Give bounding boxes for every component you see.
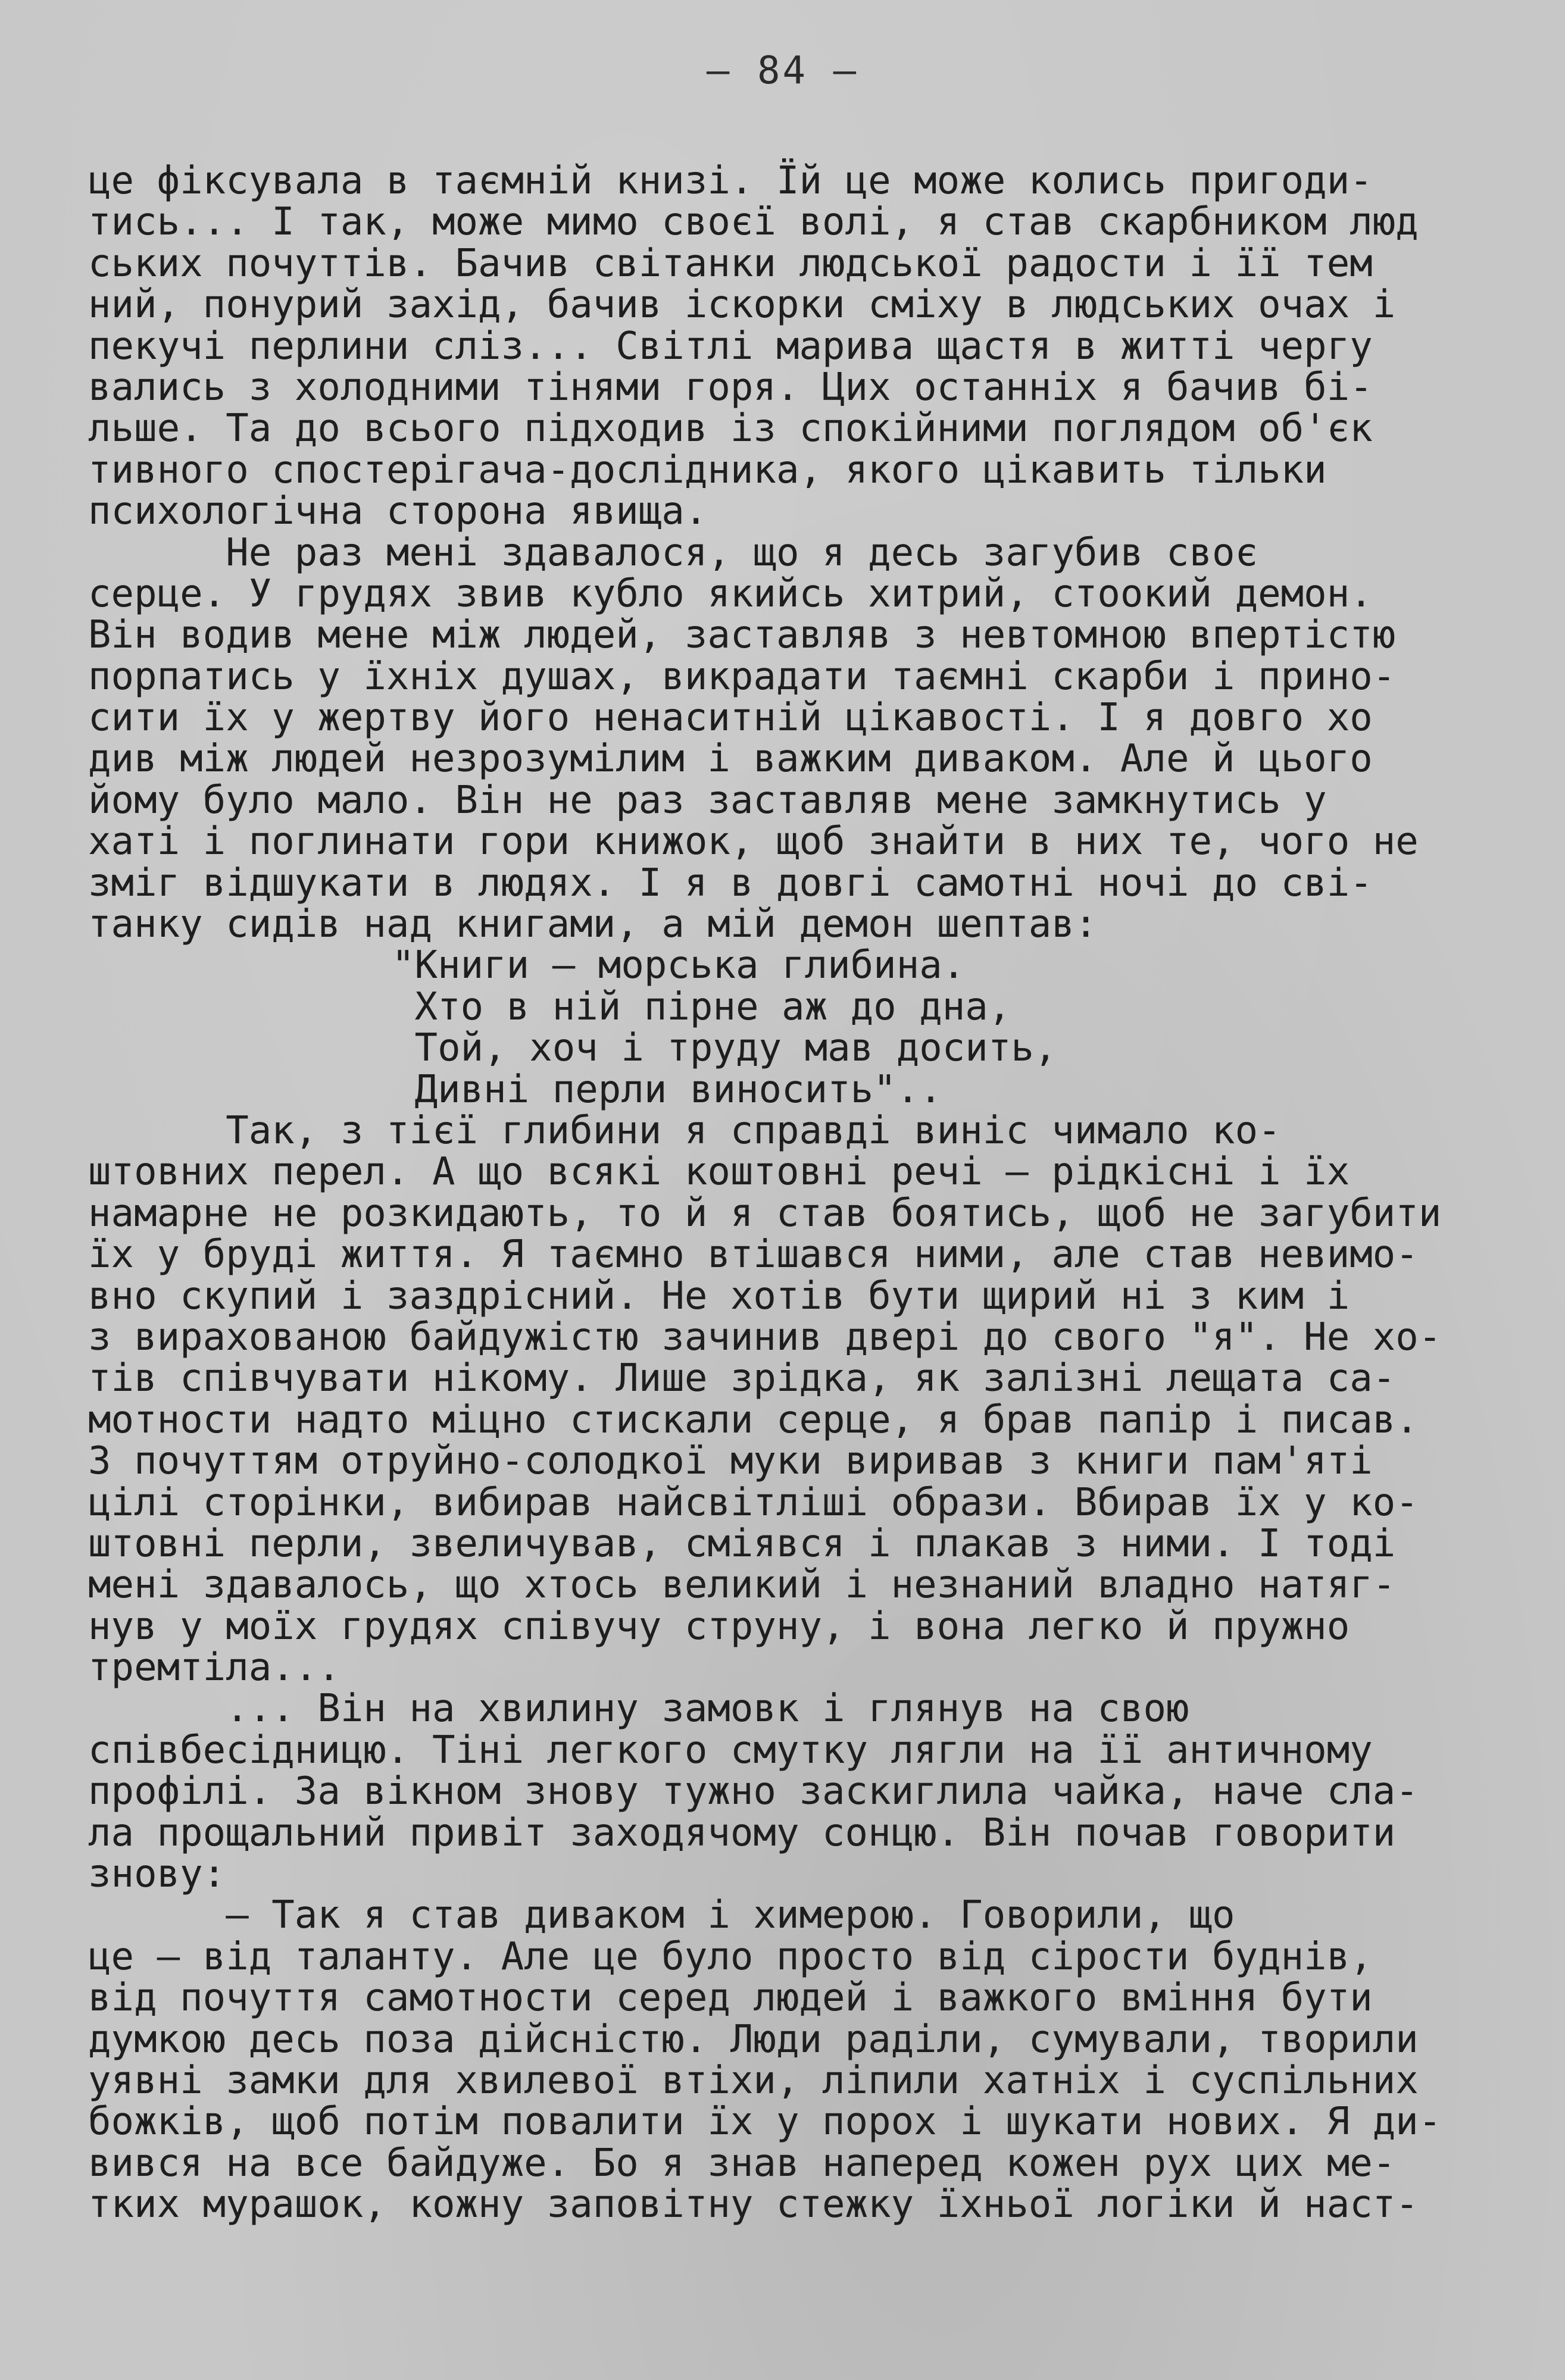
- text-line: думкою десь поза дійсністю. Люди раділи, сумували, творили: [88, 2017, 1419, 2062]
- text-line: Так, з тієї глибини я справді виніс чимало ко-: [88, 1108, 1281, 1153]
- verse-line: Той, хоч і труду мав досить,: [392, 1026, 1057, 1071]
- text-line: ... Він на хвилину замовк і глянув на свою: [88, 1687, 1189, 1731]
- text-line: мені здавалось, що хтось великий і незнаний владно натяг-: [88, 1563, 1396, 1607]
- text-line: божків, щоб потім повалити їх у порох і шукати нових. Я ди-: [88, 2100, 1442, 2144]
- text-line: психологічна сторона явища.: [88, 489, 708, 534]
- text-line: Не раз мені здавалося, що я десь загубив своє: [88, 530, 1258, 575]
- text-line: співбесідницю. Тіні легкого смутку лягли на її античному: [88, 1728, 1373, 1772]
- text-line: вались з холодними тінями горя. Цих останніх я бачив бі-: [88, 365, 1373, 409]
- text-line: З почуттям отруйно-солодкої муки виривав з книги пам'яті: [88, 1439, 1373, 1484]
- text-line: тись... І так, може мимо своєї волі, я став скарбником люд: [88, 200, 1419, 245]
- text-line: з вирахованою байдужістю зачинив двері до свого "я". Не хо-: [88, 1315, 1442, 1359]
- text-line: це – від таланту. Але це було просто від сірости буднів,: [88, 1934, 1373, 1979]
- text-line: тивного спостерігача-дослідника, якого цікавить тільки: [88, 448, 1327, 492]
- text-line: вно скупий і заздрісний. Не хотів бути щирий ні з ким і: [88, 1274, 1350, 1318]
- page-number: – 84 –: [706, 49, 859, 93]
- text-line: серце. У грудях звив кубло якийсь хитрий, стоокий демон.: [88, 571, 1373, 616]
- text-line: тких мурашок, кожну заповітну стежку їхньої логіки й наст-: [88, 2182, 1419, 2227]
- text-line: пекучі перлини сліз... Світлі марива щастя в житті чергу: [88, 324, 1373, 368]
- text-line: цілі сторінки, вибирав найсвітліші образи. Вбирав їх у ко-: [88, 1480, 1419, 1525]
- text-line: це фіксувала в таємній книзі. Їй це може колись пригоди-: [88, 159, 1373, 203]
- text-line: профілі. За вікном знову тужно заскиглила чайка, наче сла-: [88, 1769, 1419, 1814]
- text-line: хаті і поглинати гори книжок, щоб знайти в них те, чого не: [88, 820, 1419, 864]
- text-line: тів співчувати нікому. Лише зрідка, як залізні лещата са-: [88, 1356, 1396, 1401]
- text-line: їх у бруді життя. Я таємно втішався ними, але став невимо-: [88, 1233, 1419, 1277]
- verse-line: Дивні перли виносить"..: [392, 1067, 942, 1112]
- text-line: ла прощальний привіт заходячому сонцю. Він почав говорити: [88, 1810, 1396, 1855]
- verse-line: Хто в ній пірне аж до дна,: [392, 984, 1011, 1029]
- text-line: знову:: [88, 1852, 226, 1897]
- text-line: льше. Та до всього підходив із спокійними поглядом об'єк: [88, 406, 1373, 451]
- text-line: – Так я став диваком і химерою. Говорили, що: [88, 1893, 1235, 1938]
- text-line: вився на все байдуже. Бо я знав наперед кожен рух цих ме-: [88, 2141, 1396, 2185]
- text-line: сити їх у жертву його ненаситній цікавості. І я довго хо: [88, 696, 1373, 740]
- text-line: ських почуттів. Бачив світанки людської радости і її тем: [88, 241, 1373, 286]
- text-line: зміг відшукати в людях. І я в довгі самотні ночі до сві-: [88, 861, 1373, 905]
- text-line: мотности надто міцно стискали серце, я брав папір і писав.: [88, 1397, 1419, 1442]
- text-line: Він водив мене між людей, заставляв з невтомною впертістю: [88, 613, 1396, 658]
- text-line: ний, понурий захід, бачив іскорки сміху в людських очах і: [88, 283, 1396, 327]
- text-line: див між людей незрозумілим і важким диваком. Але й цього: [88, 737, 1373, 781]
- text-line: намарне не розкидають, то й я став боятись, щоб не загубити: [88, 1191, 1442, 1236]
- text-line: штовних перел. А що всякі коштовні речі – рідкісні і їх: [88, 1150, 1350, 1194]
- text-line: тремтіла...: [88, 1646, 341, 1690]
- text-line: танку сидів над книгами, а мій демон шептав:: [88, 902, 1098, 947]
- text-line: уявні замки для хвилевої втіхи, ліпили хатніх і суспільних: [88, 2058, 1419, 2103]
- text-line: нув у моїх грудях співучу струну, і вона легко й пружно: [88, 1604, 1350, 1649]
- verse-line: "Книги – морська глибина.: [392, 943, 966, 988]
- text-line: штовні перли, звеличував, сміявся і плакав з ними. І тоді: [88, 1521, 1396, 1566]
- text-line: порпатись у їхніх душах, викрадати таємні скарби і прино-: [88, 654, 1396, 699]
- text-line: йому було мало. Він не раз заставляв мене замкнутись у: [88, 778, 1327, 822]
- body-text: [88, 161, 1475, 2226]
- text-line: від почуття самотности серед людей і важкого вміння бути: [88, 1976, 1373, 2021]
